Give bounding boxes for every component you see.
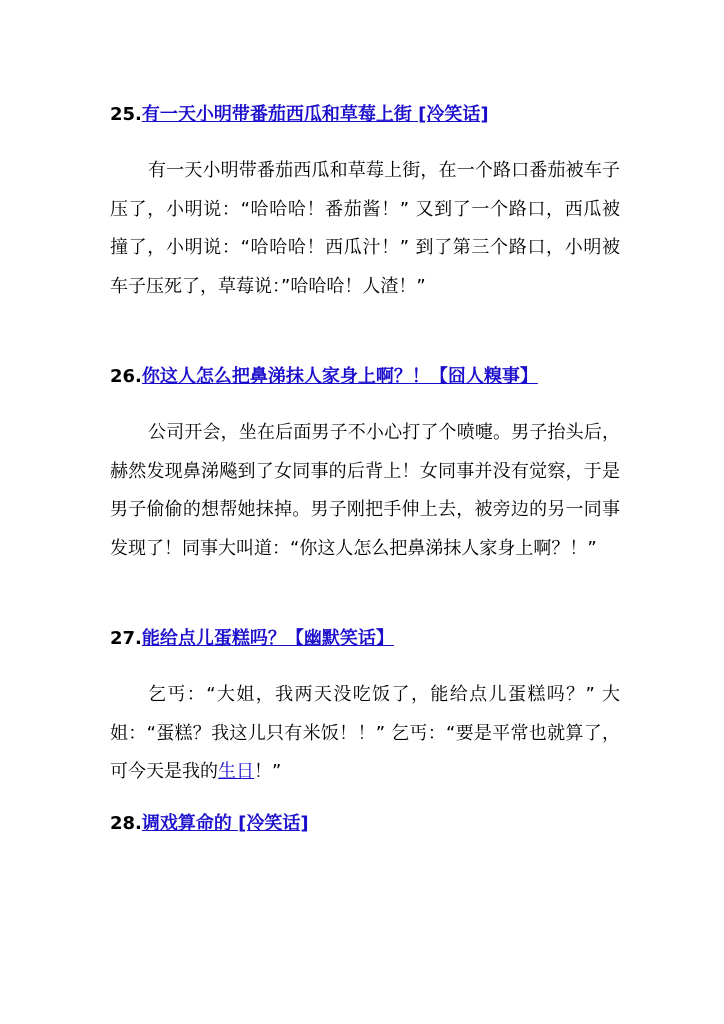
section-26-number: 26.	[110, 366, 142, 387]
section-27-title-link[interactable]: 能给点儿蛋糕吗？【幽默笑话】	[141, 628, 394, 649]
section-27-body-text: 乞丐：“大姐，我两天没吃饭了，能给点儿蛋糕吗？” 大姐：“蛋糕？我这儿只有米饭！！” 乞丐：“要是平常也就算了，可今天是我的	[110, 684, 620, 783]
birthday-link[interactable]: 生日	[218, 761, 254, 783]
section-25-number: 25.	[110, 104, 142, 125]
section-27-number: 27.	[110, 628, 142, 649]
section-28-number: 28.	[110, 813, 142, 834]
section-27-body-tail: ！”	[254, 761, 282, 783]
section-26-body: 公司开会，坐在后面男子不小心打了个喷嚏。男子抬头后，赫然发现鼻涕飚到了女同事的后背上！女同事并没有觉察，于是男子偷偷的想帮她抹掉。男子刚把手伸上去，被旁边的另一同事发现了！同事大叫道：“你这人怎么把鼻涕抹人家身上啊？！”	[110, 422, 620, 560]
section-26-title-link[interactable]: 你这人怎么把鼻涕抹人家身上啊？！【囧人糗事】	[141, 366, 538, 387]
section-28-heading	[110, 811, 630, 837]
section-25-heading	[110, 102, 630, 128]
section-26-heading	[110, 364, 630, 390]
section-25-title-link[interactable]: 有一天小明带番茄西瓜和草莓上街 [冷笑话]	[141, 104, 489, 125]
section-27-heading	[110, 626, 630, 652]
section-27-body	[110, 676, 620, 792]
section-25-body: 有一天小明带番茄西瓜和草莓上街，在一个路口番茄被车子压了，小明说：“哈哈哈！番茄酱！” 又到了一个路口，西瓜被撞了，小明说：“哈哈哈！西瓜汁！” 到了第三个路口，小明被车子压死了，草莓说：”哈哈哈！人渣！”	[110, 160, 620, 298]
section-28-title-link[interactable]: 调戏算命的 [冷笑话]	[141, 813, 309, 834]
